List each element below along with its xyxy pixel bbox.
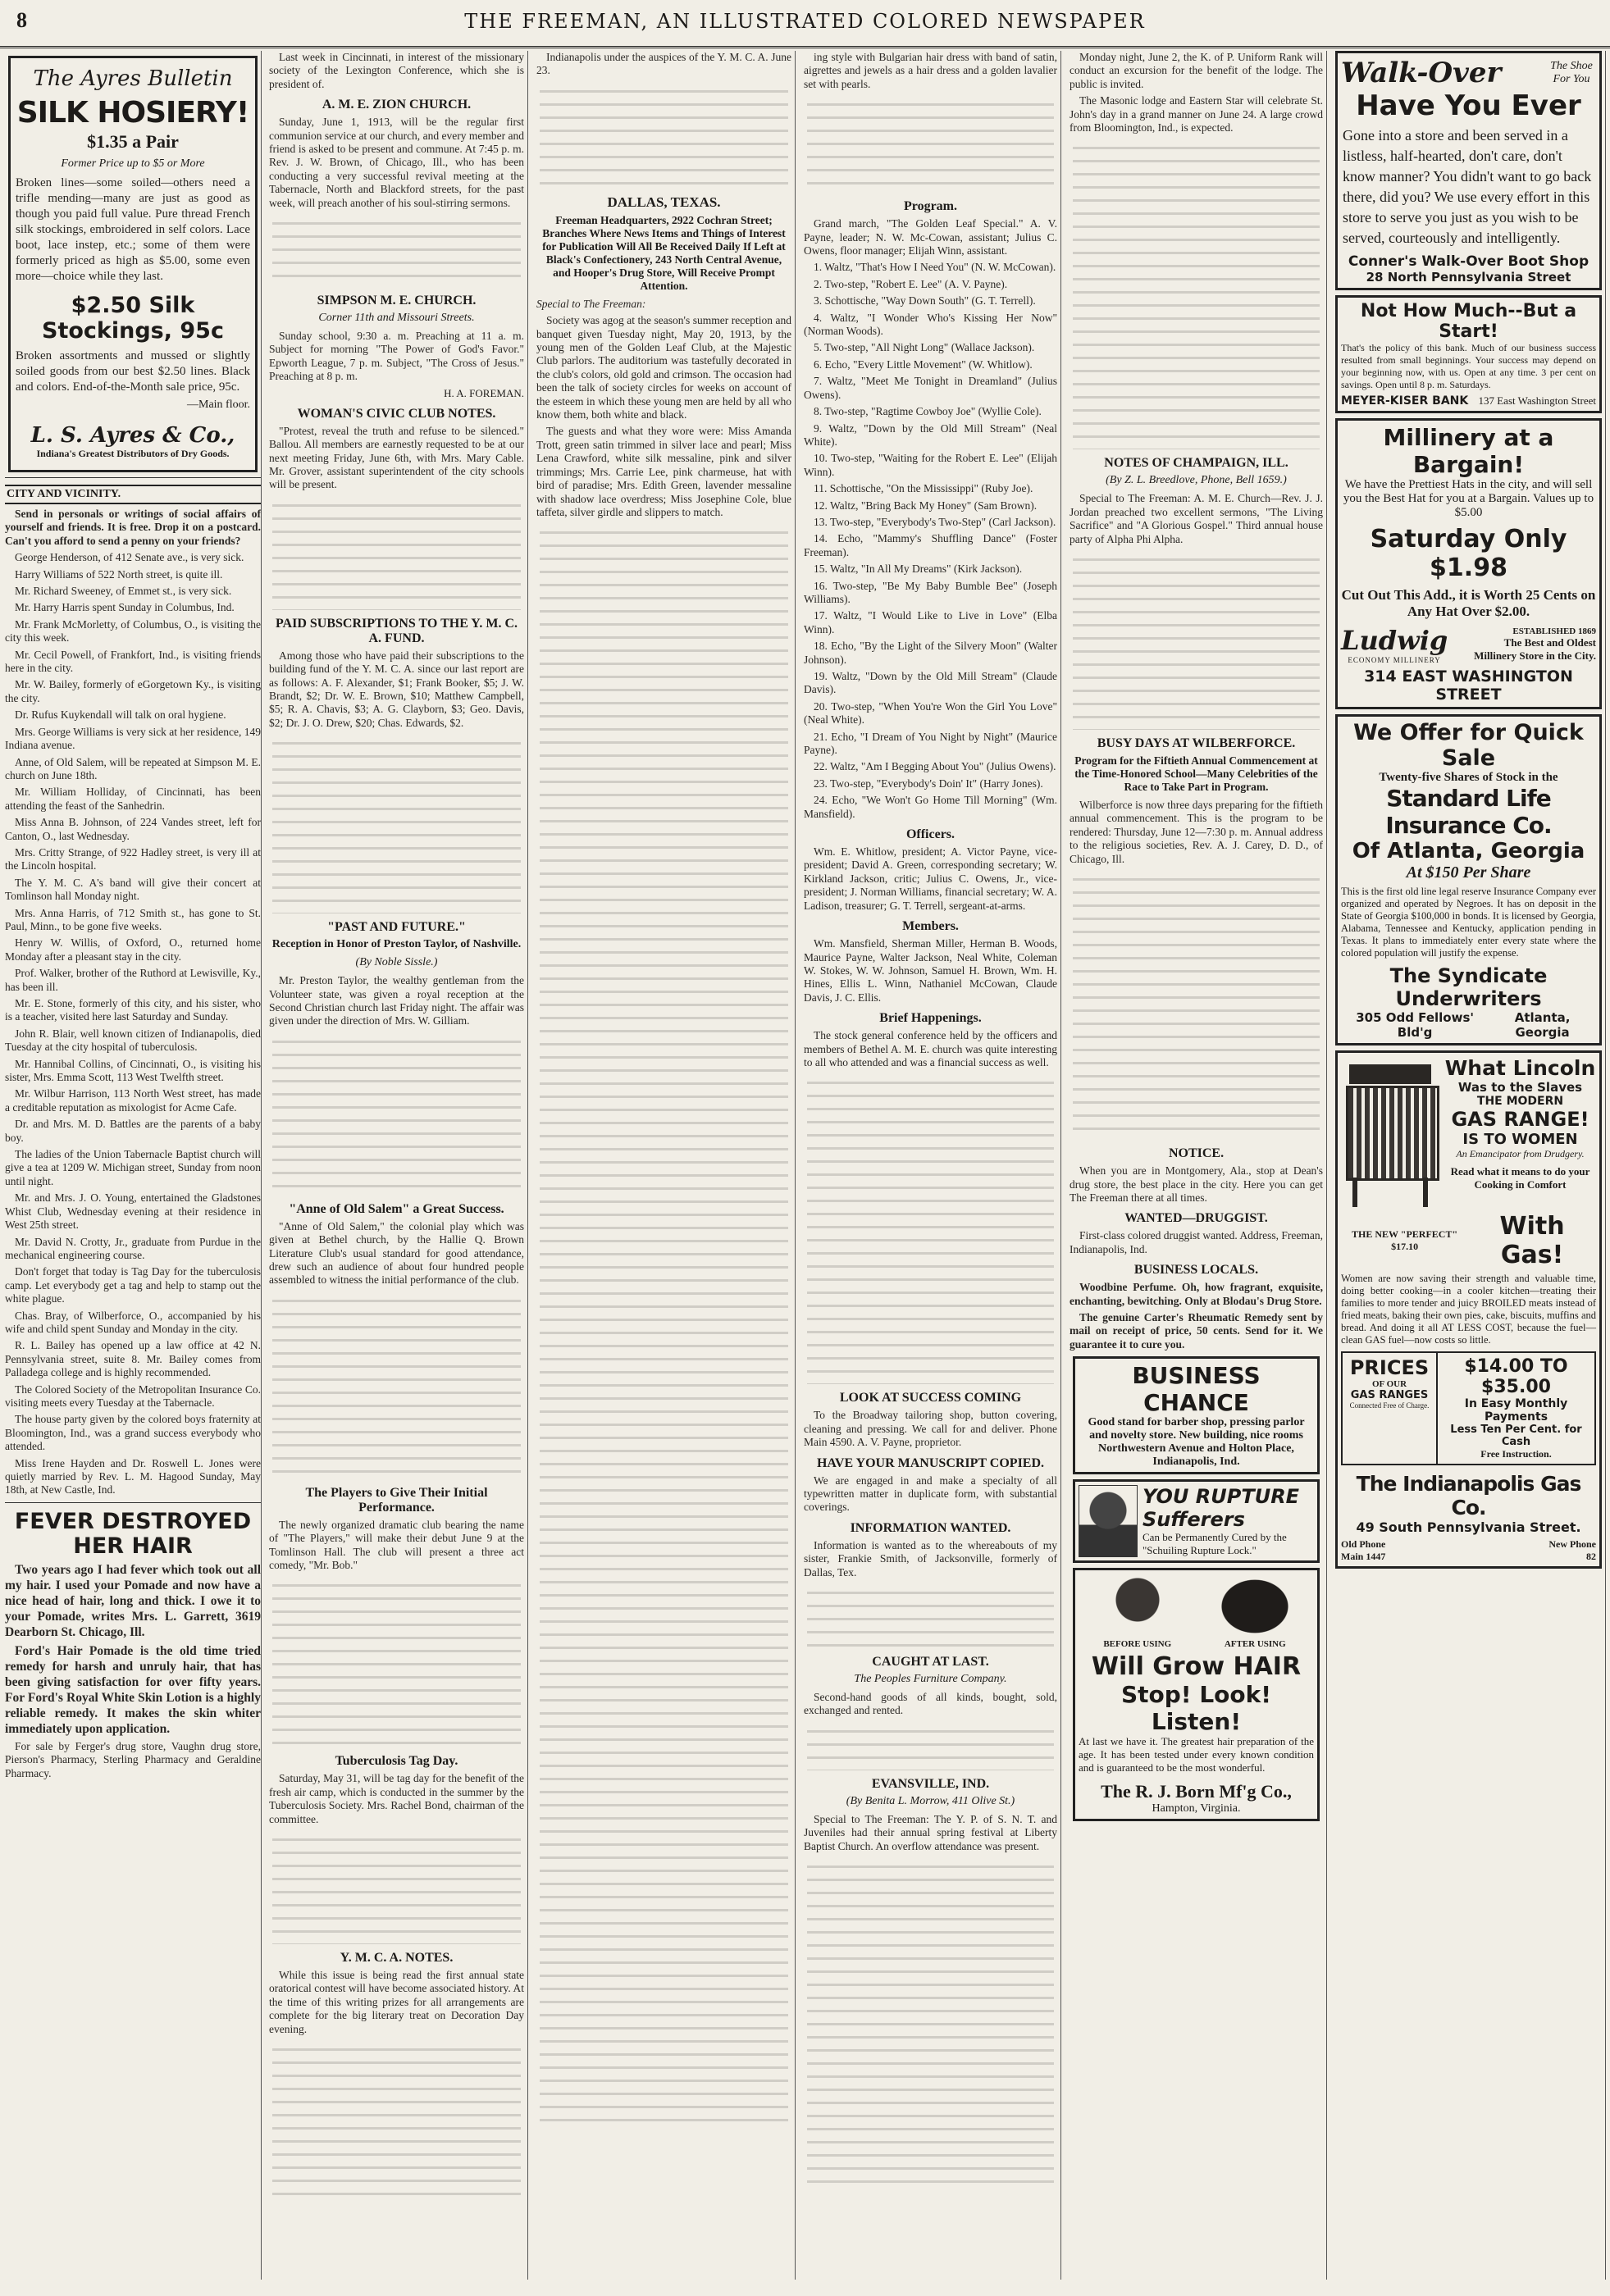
shares-line: Twenty-five Shares of Stock in the (1379, 771, 1558, 784)
read-what: Read what it means to do your Cooking in Comfort (1450, 1165, 1590, 1191)
champaign-body: Special to The Freeman: A. M. E. Church—Rev. J. J. Jordan preached two excellent sermons, "The Living Sacrifice" and "A Glorious Gospel." Third annual house party of Alpha Phi Alpha. (1070, 492, 1323, 545)
standard-life-name: Standard Life Insurance Co. (1385, 785, 1552, 839)
caught-heading: CAUGHT AT LAST. (872, 1655, 989, 1669)
program-item: 19. Waltz, "Down by the Old Mill Stream" (Claude Davis). (804, 670, 1057, 696)
program-item: 20. Two-step, "When You're Won the Girl You Love" (Neal White). (804, 699, 1057, 727)
officers-heading: Officers. (905, 827, 956, 842)
simpson-church-heading: SIMPSON M. E. CHURCH. (317, 294, 477, 308)
ludwig-logo: Ludwig (1341, 625, 1448, 656)
what-lincoln: What Lincoln (1444, 1056, 1596, 1080)
ayres-body: Broken lines—some soiled—others need a trifle mending—many are just as good as though you paid full value. Pure thread French silk stockings, embroidered in self colors. Lace boot, lace instep, etc.; some of them were formerly priced as high as $5.00, some even more—choice while they last. (16, 176, 250, 283)
city-item: Mr. Wilbur Harrison, 113 North West street, has made a creditable reputation as mixologist for Acme Cafe. (5, 1087, 261, 1114)
walkover-logo: Walk-Over (1341, 57, 1502, 89)
ayres-deal: $2.50 Silk Stockings, 95c (42, 293, 224, 344)
is-to-women: IS TO WOMEN (1462, 1131, 1578, 1148)
not-how-much: Not How Much--But a Start! (1360, 301, 1577, 342)
dallas-body-2: The guests and what they wore were: Miss Amanda Trott, green satin trimmed in silver lace and pearl; Miss Lena Crawford, white silk messaline, pink and silver trimmings; Mrs. Carrie Lee, pink charmeuse, hat with bird of paradise; Mrs. Edith Green, lavender messaline with shadow lace overdress; Miss Josephine Cole, blue taffeta, silver girdle and slippers to match. (536, 425, 791, 518)
prices-label: PRICES (1349, 1356, 1430, 1379)
evansville-heading: EVANSVILLE, IND. (871, 1776, 990, 1791)
gas-ranges-label: GAS RANGES (1350, 1389, 1429, 1401)
city-item: Mr. W. Bailey, formerly of eGorgetown Ky., is visiting the city. (5, 678, 261, 704)
column-3 (533, 51, 796, 2280)
dallas-subhead: Freeman Headquarters, 2922 Cochran Street; Branches Where News Items and Things of Interest for Publication Will All Be Received Daily If Left at Black's Confectionery, 243 North Central Avenue, and Hooper's Drug Store, Will Receive Prompt Attention. (542, 213, 786, 292)
ymca-notes-heading: Y. M. C. A. NOTES. (340, 1951, 454, 1966)
civic-club-body: "Protest, reveal the truth and refuse to be silenced." Ballou. All members are earnestly requested to be at our next meeting Friday, June 6th, with Mrs. Mary Cable. Mr. Grover, assistant superintendent of the city schools will be present. (269, 424, 524, 491)
program-item: Grand march, "The Golden Leaf Special." A. V. Payne, leader; N. W. Mc-Cowan, assistant; Julius C. Owens, floor manager; Elijah Winn, assistant. (804, 217, 1057, 257)
ayres-price: $1.35 a Pair (87, 131, 179, 152)
program-item: 14. Echo, "Mammy's Shuffling Dance" (Foster Freeman). (804, 532, 1057, 558)
city-item: Mr. William Holliday, of Cincinnati, has been attending the feast of the Sanhedrin. (5, 786, 261, 812)
information-body: Information is wanted as to the whereabouts of my sister, Frankie Smith, of Jacksonville, formerly of Dallas, Tex. (804, 1538, 1057, 1578)
have-you-ever: Have You Ever (1356, 89, 1581, 122)
gas-stove-icon (1341, 1056, 1439, 1212)
look-success-body: To the Broadway tailoring shop, button covering, cleaning and pressing. We call for and deliver. Phone Main 4590. A. V. Payne, proprietor. (804, 1409, 1057, 1449)
ayres-store: L. S. Ayres & Co., (30, 423, 235, 448)
ymca-notes-body: While this issue is being read the first annual state oratorical contest will have become associated history. At the time of this writing prizes for all arrangements are complete for the big literary treat on Decoration Day evening. (269, 1969, 524, 2035)
rupture-body: Can be Permanently Cured by the "Schuiling Rupture Lock." (1143, 1531, 1287, 1557)
quick-sale-headline: We Offer for Quick Sale (1353, 720, 1584, 771)
officers-body: Wm. E. Whitlow, president; A. Victor Payne, vice-president; David A. Green, corresponding secretary; W. Kirkland Jackson, critic; Julius C. Owens, Jr., vice-president; J. Norman Williams, financial secretary; W. A. Ladison, treasurer; G. T. Terrell, sergeant-at-arms. (804, 845, 1057, 912)
program-item: 21. Echo, "I Dream of You Night by Night" (Maurice Payne). (804, 730, 1057, 757)
program-item: 18. Echo, "By the Light of the Silvery Moon" (Walter Johnson). (804, 640, 1057, 666)
free-instruction: Free Instruction. (1480, 1448, 1552, 1460)
ymca-subscriptions-body: Among those who have paid their subscriptions to the building fund of the Y. M. C. A. since our last report are as follows: A. F. Alexander, $1; Frank Booker, $5; J. W. Brandt, $2; Dr. W. E. Brown, $10; Matthew Campbell, $5; R. A. Chavis, $3; A. G. Clayborn, $3; Geo. Davis, $2; Dr. J. O. Drew, $20; Chas. Edwards, $2. (269, 649, 524, 729)
program-item: 10. Two-step, "Waiting for the Robert E. Lee" (Elijah Winn). (804, 452, 1057, 478)
tag-day-heading: Tuberculosis Tag Day. (335, 1754, 458, 1769)
city-item: Mrs. Anna Harris, of 712 Smith st., has gone to St. Paul, Minn., to be gone five weeks. (5, 906, 261, 932)
standard-body: This is the first old line legal reserve Insurance Company ever organized and operated by Negroes. It has on deposit in the State of Georgia $100,000 in bonds. It is licensed by Georgia, Alabama, Tennessee and Kentucky, application pending in Texas. It plans to immediately enter every state where the colored population will justify the expense. (1341, 886, 1597, 959)
city-item: The house party given by the colored boys fraternity at Bloomington, Ind., was a grand success everybody who attended. (5, 1413, 261, 1453)
col2-intro: Last week in Cincinnati, in interest of the missionary society of the Lexington Conference, which she is president of. (269, 51, 524, 90)
city-intro: Send in personals or writings of social affairs of yourself and friends. It is free. Drop it on a postcard. Can't you afford to send a penny on your friends? (5, 508, 261, 547)
program-item: 2. Two-step, "Robert E. Lee" (A. V. Payne). (814, 277, 1008, 290)
program-item: 17. Waltz, "I Would Like to Live in Love" (Elba Winn). (804, 609, 1057, 636)
fever-headline: FEVER DESTROYED HER HAIR (14, 1508, 252, 1559)
manuscript-body: We are engaged in and make a specialty of all typewritten matter in duplicate form, with substantial coverings. (804, 1474, 1057, 1514)
emancipator: An Emancipator from Drudgery. (1456, 1148, 1585, 1159)
past-future-body: Mr. Preston Taylor, the wealthy gentleman from the Volunteer state, was given a royal reception at the Second Christian church last Friday night. The affair was given under the direction of Mrs. W. Gilliam. (269, 974, 524, 1027)
program-item: 12. Waltz, "Bring Back My Honey" (Sam Brown). (814, 499, 1038, 512)
syndicate-name: The Syndicate Underwriters (1389, 964, 1548, 1010)
wanted-druggist-body: First-class colored druggist wanted. Address, Freeman, Indianapolis, Ind. (1070, 1229, 1323, 1255)
monthly-payments: In Easy Monthly Payments (1464, 1397, 1568, 1424)
simpson-church-body: Sunday school, 9:30 a. m. Preaching at 11 a. m. Subject for morning "The Power of God's Favor." Epworth League, 7 p. m. Subject, "The Cross of Jesus." Preaching at 8 p. m. (269, 330, 524, 383)
ayres-script-title: The Ayres Bulletin (33, 66, 233, 91)
old-phone-label: Old Phone (1341, 1538, 1386, 1550)
city-item: Mr. Harry Harris spent Sunday in Columbus, Ind. (15, 601, 235, 614)
column-1 (5, 51, 262, 2280)
ayres-deal-floor: —Main floor. (187, 399, 250, 411)
city-item: The Colored Society of the Metropolitan Insurance Co. visiting meets every Tuesday at the Tabernacle. (5, 1383, 261, 1409)
members-body: Wm. Mansfield, Sherman Miller, Herman B. Woods, Maurice Payne, Walter Jackson, Neal White, Coleman W. Stokes, W. W. Johnson, Samuel H. Brown, Wm. H. Hines, Ellis L. Winn, Nathaniel McCowan, Claude Davis, J. C. Ellis. (804, 937, 1057, 1004)
born-company: The R. J. Born Mf'g Co., (1101, 1781, 1292, 1802)
gas-range-headline: GAS RANGE! (1451, 1108, 1589, 1131)
program-item: 1. Waltz, "That's How I Need You" (N. W. McCowan). (814, 261, 1056, 274)
city-item: Mr. David N. Crotty, Jr., graduate from Purdue in the mechanical engineering course. (5, 1235, 261, 1261)
city-item: Anne, of Old Salem, will be repeated at Simpson M. E. church on June 18th. (5, 755, 261, 781)
wanted-druggist-heading: WANTED—DRUGGIST. (1124, 1211, 1268, 1226)
city-items (5, 551, 261, 1497)
business-chance-heading: BUSINESS CHANCE (1132, 1362, 1261, 1417)
manuscript-heading: HAVE YOUR MANUSCRIPT COPIED. (816, 1456, 1045, 1470)
dallas-special: Special to The Freeman: (536, 297, 646, 310)
simpson-signature: H. A. FOREMAN. (444, 386, 524, 399)
standard-atlanta: Of Atlanta, Georgia (1352, 839, 1585, 863)
city-item: The Y. M. C. A's band will give their concert at Tomlinson hall Monday night. (5, 876, 261, 903)
ymca-subscriptions-heading: PAID SUBSCRIPTIONS TO THE Y. M. C. A. FUND. (275, 616, 518, 645)
program-item: 13. Two-step, "Everybody's Two-Step" (Carl Jackson). (814, 515, 1056, 528)
city-item: Mr. and Mrs. J. O. Young, entertained the Gladstones Whist Club, Wednesday evening at their residence in West 25th street. (5, 1191, 261, 1232)
program-item: 22. Waltz, "Am I Begging About You" (Julius Owens). (814, 760, 1056, 773)
meyer-kiser-ad (1335, 295, 1602, 413)
city-item: Dr. and Mrs. M. D. Battles are the parents of a baby boy. (5, 1118, 261, 1144)
program-item: 23. Two-step, "Everybody's Doin' It" (Harry Jones). (814, 777, 1043, 790)
hair-stop-look: Stop! Look! Listen! (1120, 1681, 1272, 1736)
woman-after-icon (1214, 1574, 1296, 1639)
masthead (0, 0, 1610, 48)
fever-body: Two years ago I had fever which took out all my hair. I used your Pomade and now have a nice head of hair, long and thick. I owe it to your Pomade, writes Mrs. L. Garrett, 3619 Dearborn St. Chicago, Ill. (5, 1562, 261, 1639)
players-body: The newly organized dramatic club bearing the name of "The Players," will make their debut June 9 at the Tomlinson Hall. The club will present a three act comedy, "Mr. Bob." (269, 1518, 524, 1572)
newspaper-title: THE FREEMAN, AN ILLUSTRATED COLORED NEWSPAPER (464, 10, 1146, 33)
standard-life-ad (1335, 714, 1602, 1046)
standard-per-share: At $150 Per Share (1406, 863, 1531, 882)
millinery-headline: Millinery at a Bargain! (1383, 424, 1554, 478)
col5-intro: Monday night, June 2, the K. of P. Uniform Rank will conduct an excursion for the benefit of the lodge. The public is invited. (1070, 51, 1323, 90)
ayres-store-tag: Indiana's Greatest Distributors of Dry Goods. (36, 448, 230, 459)
cut-out-coupon: Cut Out This Add., it is Worth 25 Cents on Any Hat Over $2.00. (1341, 587, 1596, 619)
conner-shop-name: Conner's Walk-Over Boot Shop (1348, 253, 1589, 270)
hair-after-label: AFTER USING (1224, 1639, 1286, 1650)
evansville-byline: (By Benita L. Morrow, 411 Olive St.) (846, 1794, 1015, 1807)
city-item: Mr. E. Stone, formerly of this city, and his sister, who is a teacher, visited here last Saturday and Sunday. (5, 997, 261, 1023)
city-and-vicinity-heading: CITY AND VICINITY. (5, 485, 261, 504)
hair-before-label: BEFORE USING (1103, 1639, 1172, 1650)
program-item: 15. Waltz, "In All My Dreams" (Kirk Jackson). (814, 563, 1023, 576)
of-our-label: OF OUR (1371, 1379, 1407, 1389)
notice-body: When you are in Montgomery, Ala., stop at Dean's drug store, the best place in the city. Here you can get The Freeman there at all times. (1070, 1164, 1323, 1204)
ayres-formerly: Former Price up to $5 or More (61, 157, 205, 170)
members-heading: Members. (902, 919, 959, 934)
program-item: 16. Two-step, "Be My Baby Bumble Bee" (Joseph Williams). (804, 579, 1057, 605)
program-item: 11. Schottische, "On the Mississippi" (Ruby Joe). (814, 482, 1033, 495)
information-heading: INFORMATION WANTED. (850, 1520, 1011, 1535)
column-4 (800, 51, 1061, 2280)
dallas-heading: DALLAS, TEXAS. (607, 194, 721, 210)
city-item: Mr. Hannibal Collins, of Cincinnati, O., is visiting his sister, Mrs. Emma Scott, 113 West Twelfth street. (5, 1057, 261, 1084)
program-heading: Program. (903, 199, 957, 214)
gas-company-name: The Indianapolis Gas Co. (1356, 1472, 1581, 1519)
ludwig-established: ESTABLISHED 1869 (1512, 626, 1596, 636)
business-locals-1: Woodbine Perfume. Oh, how fragrant, exquisite, enchanting, bewitching. Only at Blodau's Drug Store. (1070, 1281, 1323, 1307)
rupture-title: YOU RUPTURE Sufferers (1143, 1485, 1300, 1532)
bank-address: 137 East Washington Street (1478, 394, 1596, 407)
caught-sub: The Peoples Furniture Company. (854, 1673, 1007, 1685)
walkover-ad (1335, 51, 1602, 290)
man-portrait-icon (1079, 1485, 1138, 1557)
city-item: Miss Irene Hayden and Dr. Roswell L. Jones were quietly married by Rev. L. M. Hagood Sunday, May 18th, at New Castle, Ind. (5, 1456, 261, 1496)
hair-grower-ad (1073, 1568, 1320, 1821)
city-item: Mrs. George Williams is very sick at her residence, 149 Indiana avenue. (5, 725, 262, 752)
city-item: Prof. Walker, brother of the Ruthord at Lewisville, Ky., has been ill. (5, 967, 261, 993)
city-item: R. L. Bailey has opened up a law office at 42 N. Pennsylvania street, suite 8. Mr. Bailey comes from Palladega college and is highly recommended. (5, 1339, 261, 1379)
walkover-tag: The Shoe For You (1550, 60, 1593, 85)
anne-old-salem-heading: "Anne of Old Salem" a Great Success. (289, 1201, 504, 1216)
city-item: Mr. Frank McMorletty, of Columbus, O., is visiting the city this week. (5, 617, 261, 645)
ludwig-tag: The Best and Oldest Millinery Store in the City. (1474, 636, 1596, 662)
syndicate-address: 305 Odd Fellows' Bld'g (1356, 1010, 1474, 1040)
ayres-headline: SILK HOSIERY! (16, 96, 249, 130)
civic-club-heading: WOMAN'S CIVIC CLUB NOTES. (297, 406, 496, 421)
program-list (804, 217, 1057, 821)
millinery-ad (1335, 418, 1602, 709)
connected-free: Connected Free of Charge. (1349, 1401, 1430, 1410)
new-phone-number: 82 (1586, 1551, 1596, 1562)
price-range: $14.00 TO $35.00 (1464, 1356, 1568, 1397)
old-phone-number: Main 1447 (1341, 1551, 1386, 1562)
column-5 (1066, 51, 1327, 2280)
new-phone-label: New Phone (1548, 1538, 1596, 1550)
column-6 (1332, 51, 1606, 2280)
past-future-byline: (By Noble Sissle.) (355, 956, 438, 969)
gas-company-address: 49 South Pennsylvania Street. (1356, 1519, 1581, 1535)
program-item: 9. Waltz, "Down by the Old Mill Stream" (Neal White). (804, 421, 1057, 448)
city-item: Dr. Rufus Kuykendall will talk on oral hygiene. (15, 708, 226, 722)
city-item: The ladies of the Union Tabernacle Baptist church will give a tea at 1209 W. Michigan street, Sunday from noon until night. (5, 1148, 261, 1187)
caught-body: Second-hand goods of all kinds, bought, sold, exchanged and rented. (804, 1691, 1057, 1717)
city-item: George Henderson, of 412 Senate ave., is very sick. (15, 551, 244, 564)
perfect-price: THE NEW "PERFECT" $17.10 (1352, 1228, 1458, 1252)
was-to-slaves: Was to the Slaves (1457, 1080, 1583, 1095)
evansville-body: Special to The Freeman: The Y. P. of S. N. T. and Juveniles had their annual spring festival at Liberty Baptist Church. An overflow attendance was present. (804, 1812, 1057, 1852)
champaign-heading: NOTES OF CHAMPAIGN, ILL. (1104, 456, 1288, 471)
wilberforce-sub: Program for the Fiftieth Annual Commencement at the Time-Honored School—Many Celebrities of the Race to Take Part in Program. (1074, 754, 1318, 794)
ludwig-address: 314 EAST WASHINGTON STREET (1364, 667, 1573, 704)
past-future-heading: "PAST AND FUTURE." (327, 920, 466, 935)
col5-masonic: The Masonic lodge and Eastern Star will celebrate St. John's day in a grand manner on June 24. A large crowd from Bloomington, Ind., is expected. (1070, 94, 1323, 134)
ayres-bulletin-ad (8, 56, 258, 472)
ludwig-subtitle: ECONOMY MILLINERY (1348, 656, 1441, 664)
city-item: Mr. Cecil Powell, of Frankfort, Ind., is visiting friends here in the city. (5, 648, 261, 675)
notice-heading: NOTICE. (1168, 1146, 1225, 1161)
city-item: Mr. Richard Sweeney, of Emmet st., is very sick. (15, 585, 232, 598)
simpson-church-address: Corner 11th and Missouri Streets. (318, 312, 475, 325)
program-item: 24. Echo, "We Won't Go Home Till Morning" (Wm. Mansfield). (804, 794, 1057, 820)
wilberforce-heading: BUSY DAYS AT WILBERFORCE. (1097, 736, 1296, 751)
business-locals-2: The genuine Carter's Rheumatic Remedy sent by mail on receipt of price, 50 cents. Send for it. We guarantee it to cure you. (1070, 1310, 1323, 1351)
ayres-deal-body: Broken assortments and mussed or slightly soiled goods from our best $2.50 lines. Black and colors. End-of-the-Month sale price, 95c. (16, 349, 250, 394)
column-2 (266, 51, 528, 2280)
city-item: Harry Williams of 522 North street, is quite ill. (15, 567, 223, 581)
born-town: Hampton, Virginia. (1152, 1802, 1241, 1815)
bank-name: MEYER-KISER BANK (1341, 394, 1469, 408)
past-future-sub: Reception in Honor of Preston Taylor, of Nashville. (271, 938, 522, 951)
city-item: John R. Blair, well known citizen of Indianapolis, died Tuesday at the city hospital of tuberculosis. (5, 1027, 261, 1054)
program-item: 4. Waltz, "I Wonder Who's Kissing Her Now" (Norman Woods). (804, 311, 1057, 338)
business-locals-heading: BUSINESS LOCALS. (1133, 1263, 1259, 1278)
brief-happenings-heading: Brief Happenings. (879, 1011, 982, 1026)
the-modern: THE MODERN (1476, 1095, 1564, 1108)
hair-headline: Will Grow HAIR (1091, 1652, 1302, 1682)
brief-happenings-body: The stock general conference held by the officers and members of Bethel A. M. E. church was quite interesting to all who attended and was a financial success as well. (804, 1029, 1057, 1068)
rupture-ad (1073, 1479, 1320, 1563)
hair-body: At last we have it. The greatest hair preparation of the age. It has been tested under every known condition and is guaranteed to be the most wonderful. (1079, 1735, 1314, 1774)
zion-church-heading: A. M. E. ZION CHURCH. (322, 98, 472, 112)
business-chance-ad (1073, 1356, 1320, 1474)
tag-day-body: Saturday, May 31, will be tag day for the benefit of the fresh air camp, which is conducted in the summer by the Tuberculosis Society. Mrs. Rachel Bond, chairman of the committee. (269, 1772, 524, 1825)
champaign-byline: (By Z. L. Breedlove, Phone, Bell 1659.) (1106, 474, 1287, 487)
less-ten-percent: Less Ten Per Cent. for Cash (1450, 1424, 1582, 1448)
wilberforce-body: Wilberforce is now three days preparing for the fiftieth annual commencement. This is the program to be rendered: Thursday, June 12—7:30 p. m. Annual address to the religious societies, Rev. A. J. Carey, D. D., of Chicago, Ill. (1070, 799, 1323, 865)
gas-range-ad (1335, 1050, 1602, 1569)
woman-before-icon (1097, 1574, 1179, 1639)
city-item: Don't forget that today is Tag Day for the tuberculosis camp. Let everybody get a tag and help to stamp out the white plague. (5, 1265, 261, 1305)
dallas-body-1: Society was agog at the season's summer reception and banquet given Tuesday night, May 20, 1913, by the young men of the Golden Leaf Club, at the Majestic Club parlors. The auditorium was tastefully decorated in the club's colors, old gold and crimson. The occasion had been the talk of society circles for weeks on account of the esteem in which these young men are held by all who know them, both white and black. (536, 314, 791, 421)
city-item: Mrs. Critty Strange, of 922 Hadley street, is very ill at the Lincoln hospital. (5, 845, 261, 872)
city-item: Miss Anna B. Johnson, of 224 Vandes street, left for Canton, O., last Wednesday. (5, 816, 261, 842)
gas-body: Women are now saving their strength and valuable time, doing better cooking—in a cooler kitchen—treating their families to more tender and juicy BROILED meats instead of fried meats, baking their own pies, cake, biscuits, muffins and bread. And doing it all AT LESS COST, because the fuel—clean GAS fuel—now costs so little. (1341, 1273, 1596, 1346)
city-item: Chas. Bray, of Wilberforce, O., accompanied by his wife and child spent Sunday and Monday in the city. (5, 1309, 261, 1335)
not-how-body: That's the policy of this bank. Much of our business success resulted from small beginnings. Your success may depend on your beginning now, with us. Open at any time. 3 per cent on savings. Open until 8 p. m. Saturdays. (1341, 342, 1596, 390)
program-item: 8. Two-step, "Ragtime Cowboy Joe" (Wyllie Cole). (814, 405, 1042, 418)
fever-body-2: Ford's Hair Pomade is the old time tried remedy for harsh and unruly hair, that has been giving satisfaction for over fifty years. For Ford's Royal White Skin Lotion is a highly reliable remedy. It makes the skin whiter immediately upon application. (5, 1643, 261, 1736)
col3-intro: Indianapolis under the auspices of the Y. M. C. A. June 23. (536, 51, 791, 77)
business-chance-body: Good stand for barber shop, pressing parlor and novelty store. New building, nice rooms Northwestern Avenue and Holton Place, Indianapolis, Ind. (1088, 1416, 1305, 1469)
program-item: 3. Schottische, "Way Down South" (G. T. Terrell). (814, 294, 1036, 308)
program-item: 5. Two-step, "All Night Long" (Wallace Jackson). (814, 341, 1035, 354)
have-you-body: Gone into a store and been served in a listless, half-hearted, don't care, don't know manner? You didn't want to go back there, did you? We use every effort in this store to serve you just as you wish to be served, courteously and intelligently. (1343, 127, 1592, 246)
program-item: 6. Echo, "Every Little Movement" (W. Whitlow). (814, 358, 1033, 371)
conner-address: 28 North Pennsylvania Street (1366, 270, 1571, 285)
saturday-only: Saturday Only $1.98 (1370, 525, 1567, 582)
look-success-heading: LOOK AT SUCCESS COMING (839, 1391, 1022, 1405)
page-number: 8 (16, 8, 27, 32)
col4-intro: ing style with Bulgarian hair dress with band of satin, aigrettes and jewels as a hair dress and a golden lavalier set with pearls. (804, 51, 1057, 90)
players-heading: The Players to Give Their Initial Performance. (305, 1485, 488, 1515)
fever-body-3: For sale by Ferger's drug store, Vaughn drug store, Pierson's Pharmacy, Sterling Pharmacy and Geraldine Pharmacy. (5, 1739, 261, 1779)
city-item: Henry W. Willis, of Oxford, O., returned home Monday after a pleasant stay in the city. (5, 936, 261, 963)
with-gas: With Gas! (1499, 1212, 1565, 1269)
anne-old-salem-body: "Anne of Old Salem," the colonial play which was given at Bethel church, by the Hallie Q. Brown Literature Club's usual standard for good attendance, drew such an audience of about four hundred people assembled to witness the initial performance of the club. (269, 1219, 524, 1287)
zion-church-body: Sunday, June 1, 1913, will be the regular first communion service at our church, and every member and friend is asked to be present and commune. At 7:45 p. m. Rev. J. W. Brown, of Chicago, Ill., who has been conducting a very successful revival meeting at the Tabernacle, North and Blackford streets, for the past week, will preach another of his soul-stirring sermons. (269, 116, 524, 209)
syndicate-city: Atlanta, Georgia (1514, 1010, 1571, 1040)
program-item: 7. Waltz, "Meet Me Tonight in Dreamland" (Julius Owens). (804, 375, 1057, 401)
millinery-body: We have the Prettiest Hats in the city, and will sell you the Best Hat for you at a Bargain. Values up to $5.00 (1343, 478, 1594, 519)
